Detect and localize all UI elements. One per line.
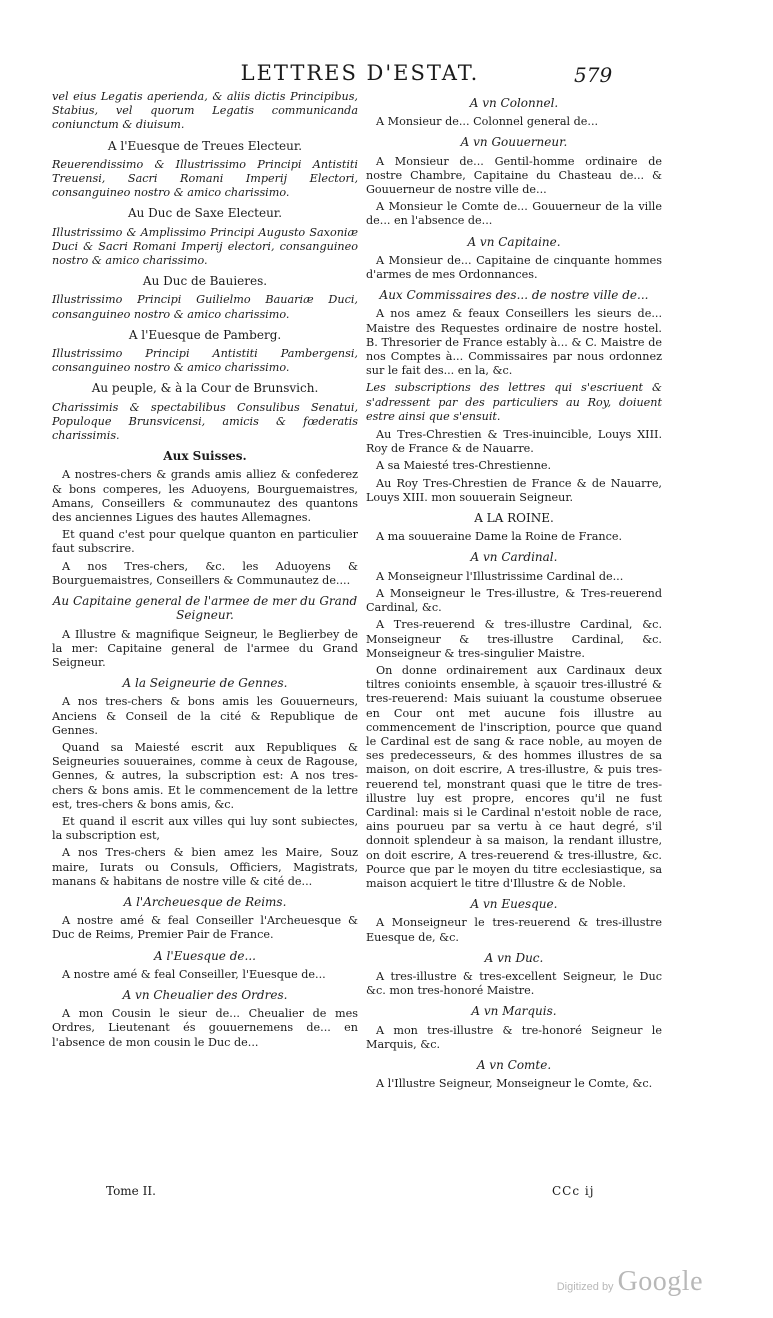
section-heading: A l'Archeuesque de Reims. (123, 894, 287, 909)
paragraph: A Tres-reuerend & tres-illustre Cardinal, &c. Monseigneur & tres-illustre Cardinal, &c. Monseigneur & tres-singulier Maistre. (366, 618, 662, 660)
paragraph: A nos amez & feaux Conseillers les sieurs de... Maistre des Requestes ordinaire de nostre hostel. B. Thresorier de France estably à... & C. Maistre de nos Comptes à... Commissaires par nous ordonnez sur le fait des... en la, &c. (366, 307, 662, 378)
paragraph: Quand sa Maiesté escrit aux Republiques & Seigneuries souueraines, comme à ceux de Ragouse, Gennes, & autres, la subscription est: A nos tres-chers & bons amis. Et le commencement de la lettre est, tres-chers & bons amis, &c. (52, 740, 358, 811)
section-heading: A vn Cheualier des Ordres. (122, 987, 288, 1002)
google-watermark (557, 1266, 703, 1298)
latin-address: Les subscriptions des lettres qui s'escriuent & s'adressent par des particuliers au Roy, doiuent estre ainsi que s'ensuit. (366, 381, 662, 423)
paragraph: Au Roy Tres-Chrestien de France & de Nauarre, Louys XIII. mon souuerain Seigneur. (366, 476, 662, 504)
section-heading: A vn Capitaine. (467, 234, 561, 249)
latin-address: Illustrissimo Principi Guilielmo Bauariæ Duci, consanguineo nostro & amico charissimo. (52, 293, 358, 321)
left-column (52, 90, 358, 1053)
paragraph: A nos Tres-chers, &c. les Aduoyens & Bourguemaistres, Conseillers & Communautez de.... (52, 559, 358, 587)
paragraph: A Illustre & magnifique Seigneur, le Beglierbey de la mer: Capitaine general de l'armee du Grand Seigneur. (52, 627, 358, 669)
section-heading: Au Duc de Saxe Electeur. (127, 206, 283, 221)
section-heading: Au Capitaine general de l'armee de mer du Grand Seigneur. (52, 594, 358, 623)
latin-address: Charissimis & spectabilibus Consulibus Senatui, Populoque Brunsvicensi, amicis & fœderatis charissimis. (52, 400, 358, 443)
paragraph: A Monseigneur le Tres-illustre, & Tres-reuerend Cardinal, &c. (366, 586, 662, 615)
digitized-by-text: Digitized by (556, 1281, 614, 1293)
paragraph: A ma souueraine Dame la Roine de France. (376, 530, 623, 544)
section-heading: A vn Marquis. (471, 1004, 557, 1019)
running-head: LETTRES D'ESTAT. (240, 61, 480, 85)
paragraph: A sa Maiesté tres-Chrestienne. (376, 459, 552, 473)
latin-address: Illustrissimo & Amplissimo Principi Augusto Saxoniæ Duci & Sacri Romani Imperij electori, consanguineo nostro & amico charissimo. (52, 225, 358, 268)
section-heading: Au Duc de Bauieres. (142, 274, 268, 289)
paragraph: A tres-illustre & tres-excellent Seigneur, le Duc &c. mon tres-honoré Maistre. (366, 969, 662, 998)
paragraph: On donne ordinairement aux Cardinaux deux tiltres conioints ensemble, à sçauoir tres-illustré & tres-reuerend: Mais suiuant la coustume obseruee en Cour ont met aucune fois illustre au commencement de l'inscription, pource que quand le Cardinal est de sang & race noble, au moyen de ses predecesseurs, & des hommes illustres de sa maison, on doit escrire, A tres-illustre, & puis tres-reuerend tel, monstrant quasi que le titre de tres-illustre luy est propre, encores qu'il ne fust Cardinal: mais si le Cardinal n'estoit noble de race, ains pourueu par sa vertu à ce haut degré, s'il donnoit splendeur à sa maison, la rendant illustre, on doit escrire, A tres-reuerend & tres-illustre, &c. Pource que par le moyen du titre ecclesiastique, sa maison acquiert le titre d'Illustre & de Noble. (366, 663, 662, 890)
signature-mark: CCc ij (552, 1184, 595, 1198)
paragraph: A nostres-chers & grands amis alliez & confederez & bons comperes, les Aduoyens, Bourguemaistres, Amans, Conseillers & communautez des quantons des anciennes Ligues des hautes Allemagnes. (52, 468, 358, 525)
paragraph: A Monsieur le Comte de... Gouuerneur de la ville de... en l'absence de... (366, 200, 662, 228)
paragraph: A Monsieur de... Capitaine de cinquante hommes d'armes de mes Ordonnances. (366, 253, 662, 282)
section-heading: A l'Euesque de... (154, 948, 256, 963)
section-heading: A vn Gouuerneur. (460, 135, 568, 150)
paragraph: A mon Cousin le sieur de... Cheualier de mes Ordres, Lieutenant és gouuernemens de... en l'absence de mon cousin le Duc de... (52, 1007, 358, 1049)
paragraph: A Monsieur de... Colonnel general de... (376, 115, 599, 129)
google-logo: Google (617, 1266, 703, 1297)
paragraph: A l'Illustre Seigneur, Monseigneur le Comte, &c. (376, 1077, 653, 1091)
section-heading: Aux Suisses. (163, 449, 247, 464)
volume-label: Tome II. (106, 1184, 156, 1198)
section-heading: A vn Comte. (476, 1057, 552, 1072)
section-heading: A vn Cardinal. (470, 550, 558, 565)
paragraph: A Monseigneur l'Illustrissime Cardinal de... (376, 569, 624, 583)
section-heading: A la Seigneurie de Gennes. (122, 676, 288, 691)
paragraph: A mon tres-illustre & tre-honoré Seigneur le Marquis, &c. (366, 1023, 662, 1051)
paragraph: A Monsieur de... Gentil-homme ordinaire de nostre Chambre, Capitaine du Chasteau de... & Gouuerneur de nostre ville de... (366, 154, 662, 197)
paragraph: A nostre amé & feal Conseiller l'Archeuesque & Duc de Reims, Premier Pair de France. (52, 914, 358, 942)
paragraph: A nos Tres-chers & bien amez les Maire, Souz maire, Iurats ou Consuls, Officiers, Magistrats, manans & habitans de nostre ville & cité de... (52, 846, 358, 888)
section-heading: A vn Duc. (484, 950, 544, 965)
paragraph: A Monseigneur le tres-reuerend & tres-illustre Euesque de, &c. (366, 916, 662, 944)
paragraph: A nos tres-chers & bons amis les Gouuerneurs, Anciens & Conseil de la cité & Republique de Gennes. (52, 695, 358, 737)
latin-address: Illustrissimo Principi Antistiti Pambergensi, consanguineo nostro & amico charissimo. (52, 347, 358, 375)
paragraph: Et quand il escrit aux villes qui luy sont subiectes, la subscription est, (52, 814, 358, 843)
right-column (366, 90, 662, 1094)
section-heading: A LA ROINE. (474, 511, 554, 526)
section-heading: Aux Commissaires des... de nostre ville de... (379, 288, 649, 303)
section-heading: Au peuple, & à la Cour de Brunsvich. (91, 381, 319, 396)
section-heading: A l'Euesque de Treues Electeur. (107, 138, 303, 153)
paragraph: Et quand c'est pour quelque quanton en particulier faut subscrire. (52, 528, 358, 556)
latin-address: Reuerendissimo & Illustrissimo Principi Antistiti Treuensi, Sacri Romani Imperij Electori, consanguineo nostro & amico charissimo. (52, 157, 358, 200)
paragraph: Au Tres-Chrestien & Tres-inuincible, Louys XIII. Roy de France & de Nauarre. (366, 428, 662, 456)
section-heading: A vn Colonnel. (469, 96, 559, 110)
latin-address: vel eius Legatis aperienda, & aliis dictis Principibus, Stabius, vel quorum Legatis communicanda coniunctum & diuisum. (52, 90, 358, 132)
section-heading: A l'Euesque de Pamberg. (128, 327, 282, 342)
page-number: 579 (574, 63, 613, 87)
paragraph: A nostre amé & feal Conseiller, l'Euesque de... (62, 967, 326, 981)
section-heading: A vn Euesque. (470, 897, 558, 912)
